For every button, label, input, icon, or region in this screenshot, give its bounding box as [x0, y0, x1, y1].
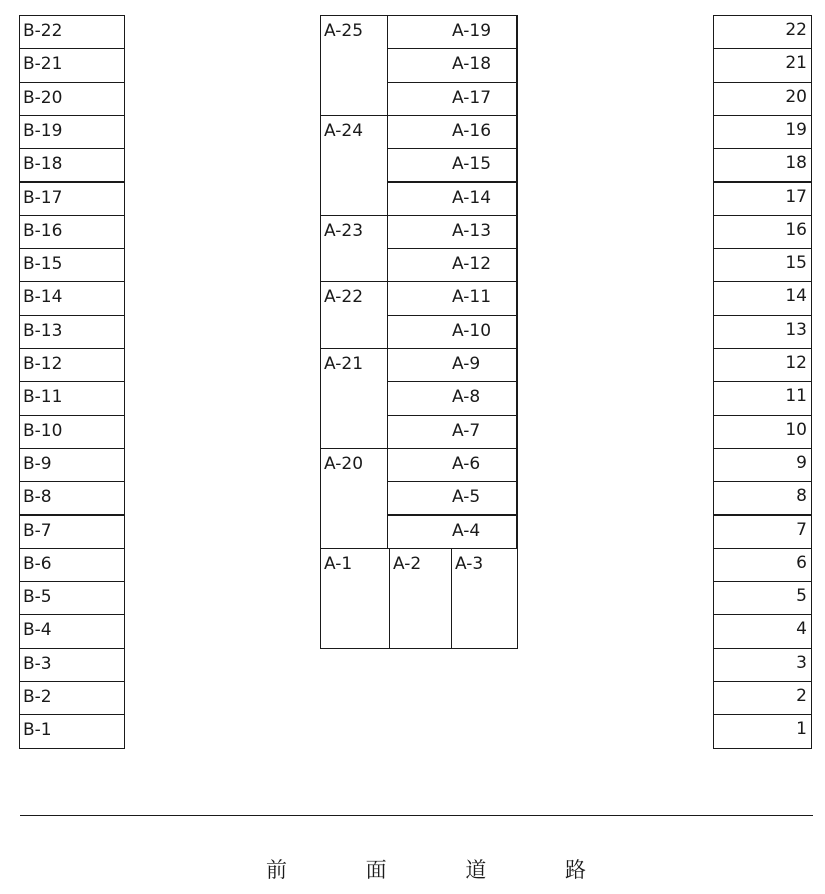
lot-a-23: A-23 [320, 215, 388, 283]
road-label: 前 面 道 路 [266, 858, 623, 882]
lot-b-10: B-10 [19, 415, 125, 449]
lot-b-15: B-15 [19, 248, 125, 282]
lot-a-12: A-12 [387, 248, 517, 282]
lot-15: 15 [713, 248, 812, 282]
lot-21: 21 [713, 48, 812, 82]
lot-20: 20 [713, 82, 812, 116]
lot-5: 5 [713, 581, 812, 615]
lot-a-21: A-21 [320, 348, 388, 449]
lot-a-16: A-16 [387, 115, 517, 149]
lot-a-22: A-22 [320, 281, 388, 349]
lot-a-20: A-20 [320, 448, 388, 549]
lot-b-2: B-2 [19, 681, 125, 715]
lot-18: 18 [713, 148, 812, 182]
lot-17: 17 [713, 182, 812, 216]
lot-3: 3 [713, 648, 812, 682]
lot-a-3: A-3 [451, 548, 518, 649]
lot-b-14: B-14 [19, 281, 125, 315]
lot-13: 13 [713, 315, 812, 349]
lot-11: 11 [713, 381, 812, 415]
lot-b-18: B-18 [19, 148, 125, 182]
lot-a-15: A-15 [387, 148, 517, 182]
lot-10: 10 [713, 415, 812, 449]
lot-b-21: B-21 [19, 48, 125, 82]
lot-8: 8 [713, 481, 812, 515]
lot-b-16: B-16 [19, 215, 125, 249]
lot-a-19: A-19 [387, 15, 517, 49]
lot-b-19: B-19 [19, 115, 125, 149]
lot-9: 9 [713, 448, 812, 482]
lot-14: 14 [713, 281, 812, 315]
lot-a-17: A-17 [387, 82, 517, 116]
lot-b-12: B-12 [19, 348, 125, 382]
lot-22: 22 [713, 15, 812, 49]
lot-a-8: A-8 [387, 381, 517, 415]
lot-a-7: A-7 [387, 415, 517, 449]
lot-a-14: A-14 [387, 182, 517, 216]
lot-4: 4 [713, 614, 812, 648]
lot-b-8: B-8 [19, 481, 125, 515]
lot-b-3: B-3 [19, 648, 125, 682]
lot-7: 7 [713, 515, 812, 549]
lot-b-17: B-17 [19, 182, 125, 216]
lot-a-6: A-6 [387, 448, 517, 482]
lot-a-5: A-5 [387, 481, 517, 515]
lot-a-18: A-18 [387, 48, 517, 82]
lot-a-4: A-4 [387, 515, 517, 549]
lot-a-25: A-25 [320, 15, 388, 116]
lot-b-11: B-11 [19, 381, 125, 415]
lot-a-24: A-24 [320, 115, 388, 216]
lot-1: 1 [713, 714, 812, 748]
lot-12: 12 [713, 348, 812, 382]
road-line [20, 815, 813, 816]
lot-b-4: B-4 [19, 614, 125, 648]
lot-b-20: B-20 [19, 82, 125, 116]
lot-16: 16 [713, 215, 812, 249]
lot-a-1: A-1 [320, 548, 390, 649]
lot-a-13: A-13 [387, 215, 517, 249]
lot-a-10: A-10 [387, 315, 517, 349]
lot-b-22: B-22 [19, 15, 125, 49]
lot-b-7: B-7 [19, 515, 125, 549]
lot-b-9: B-9 [19, 448, 125, 482]
lot-19: 19 [713, 115, 812, 149]
lot-2: 2 [713, 681, 812, 715]
lot-a-2: A-2 [389, 548, 452, 649]
lot-a-9: A-9 [387, 348, 517, 382]
lot-b-5: B-5 [19, 581, 125, 615]
lot-b-1: B-1 [19, 714, 125, 748]
lot-a-11: A-11 [387, 281, 517, 315]
lot-6: 6 [713, 548, 812, 582]
lot-b-6: B-6 [19, 548, 125, 582]
lot-b-13: B-13 [19, 315, 125, 349]
